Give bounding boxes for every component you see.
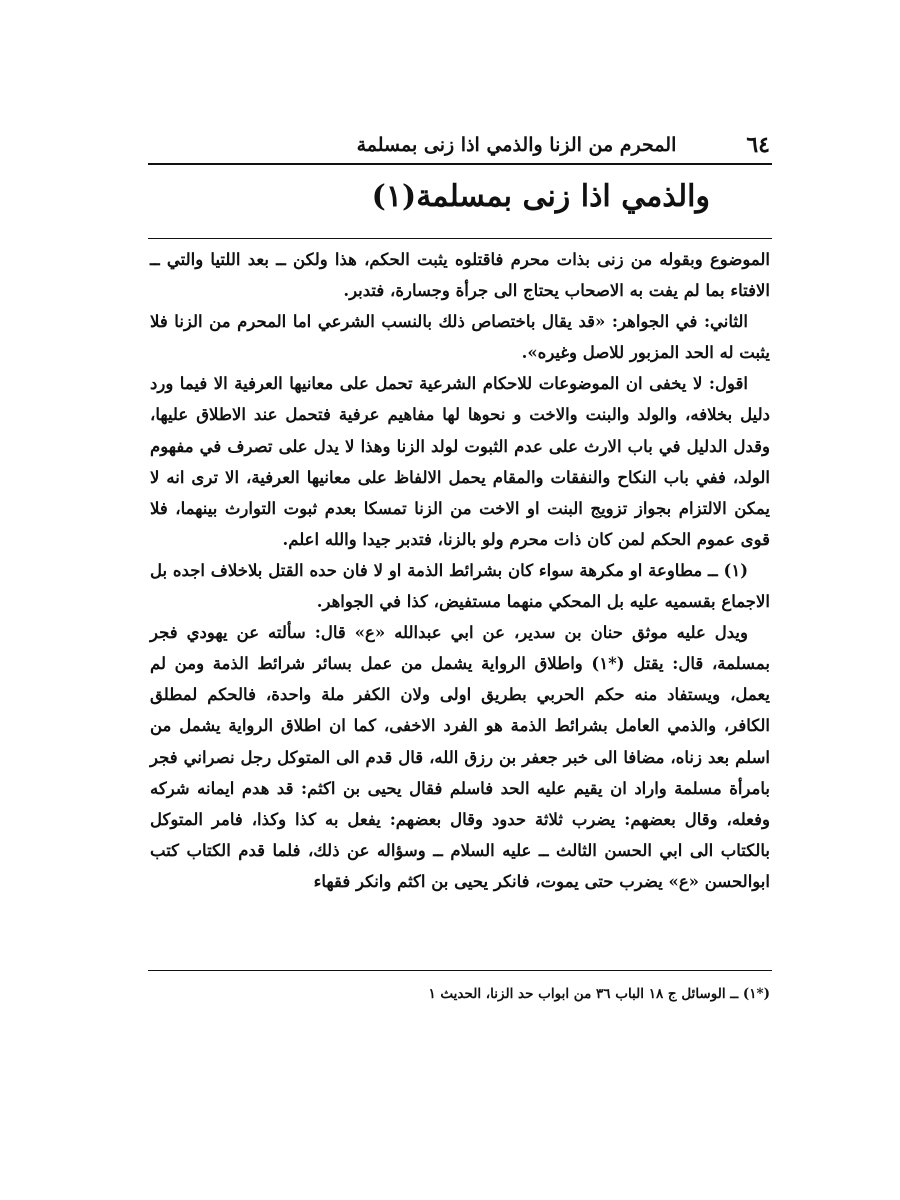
paragraph: (١) ــ مطاوعة او مكرهة سواء كان بشرائط الذمة او لا فان حده القتل بلاخلاف اجده بل الاجماع بقسميه عليه بل المحكي منهما مستفيض، كذا في الجواهر. xyxy=(150,560,770,612)
footnote-rule xyxy=(148,970,772,971)
body-text xyxy=(150,244,770,897)
running-title: المحرم من الزنا والذمي اذا زنى بمسلمة xyxy=(356,134,677,156)
running-header xyxy=(150,128,770,162)
paragraph: الموضوع وبقوله من زنى بذات محرم فاقتلوه يثبت الحكم، هذا ولكن ــ بعد اللتيا والتي ــ الافتاء بما لم يفت به الاصحاب يحتاج الى جرأة وجسارة، فتدبر. xyxy=(150,250,770,301)
page-number: ٦٤ xyxy=(746,132,770,158)
paragraph: الثاني: في الجواهر: «قد يقال باختصاص ذلك بالنسب الشرعي اما المحرم من الزنا فلا يثبت له الحد المزبور للاصل وغيره». xyxy=(150,312,770,363)
header-rule xyxy=(148,163,772,165)
section-rule xyxy=(148,238,772,239)
paragraph: ويدل عليه موثق حنان بن سدير، عن ابي عبدالله «ع» قال: سألته عن يهودي فجر بمسلمة، قال: يقتل (*١) واطلاق الرواية يشمل من عمل بسائر شرائط الذمة ومن لم يعمل، ويستفاد منه حكم الحربي بطريق اولى ولان الكفر ملة واحدة، فالحكم لمطلق الكافر، والذمي العامل بشرائط الذمة هو الفرد الاخفى، كما ان اطلاق الرواية يشمل من اسلم بعد زناه، مضافا الى خبر جعفر بن رزق الله، قال قدم الى المتوكل رجل نصراني فجر بامرأة مسلمة واراد ان يقيم عليه الحد فاسلم فقال يحيى بن اكثم: قد هدم ايمانه شركه وفعله، وقال بعضهم: يضرب ثلاثة حدود وقال بعضهم: يفعل به كذا وكذا، فامر المتوكل بالكتاب الى ابي الحسن الثالث ــ عليه السلام ــ وسؤاله عن ذلك، فلما قدم الكتاب كتب ابوالحسن «ع» يضرب حتى يموت، فانكر يحيى بن اكثم وانكر فقهاء xyxy=(150,623,770,891)
footnote: (*١) ــ الوسائل ج ١٨ الباب ٣٦ من ابواب حد الزنا، الحديث ١ xyxy=(428,986,770,1002)
section-title: والذمي اذا زنى بمسلمة(١) xyxy=(371,179,710,214)
paragraph: اقول: لا يخفى ان الموضوعات للاحكام الشرعية تحمل على معانيها العرفية الا فيما ورد دليل بخلافه، والولد والبنت والاخت و نحوها لها مفاهيم عرفية فتحمل عند الاطلاق عليها، وقدل الدليل في باب الارث على عدم الثبوت لولد الزنا وهذا لا يدل على تصرف في مفهوم الولد، ففي باب النكاح والنفقات والمقام يحمل الالفاظ على معانيها العرفية، الا ترى انه لا يمكن الالتزام بجواز تزويج البنت او الاخت من الزنا تمسكا بعدم ثبوت التوارث بينهما، فلا قوى عموم الحكم لمن كان ذات محرم ولو بالزنا، فتدبر جيدا والله اعلم. xyxy=(150,374,770,549)
